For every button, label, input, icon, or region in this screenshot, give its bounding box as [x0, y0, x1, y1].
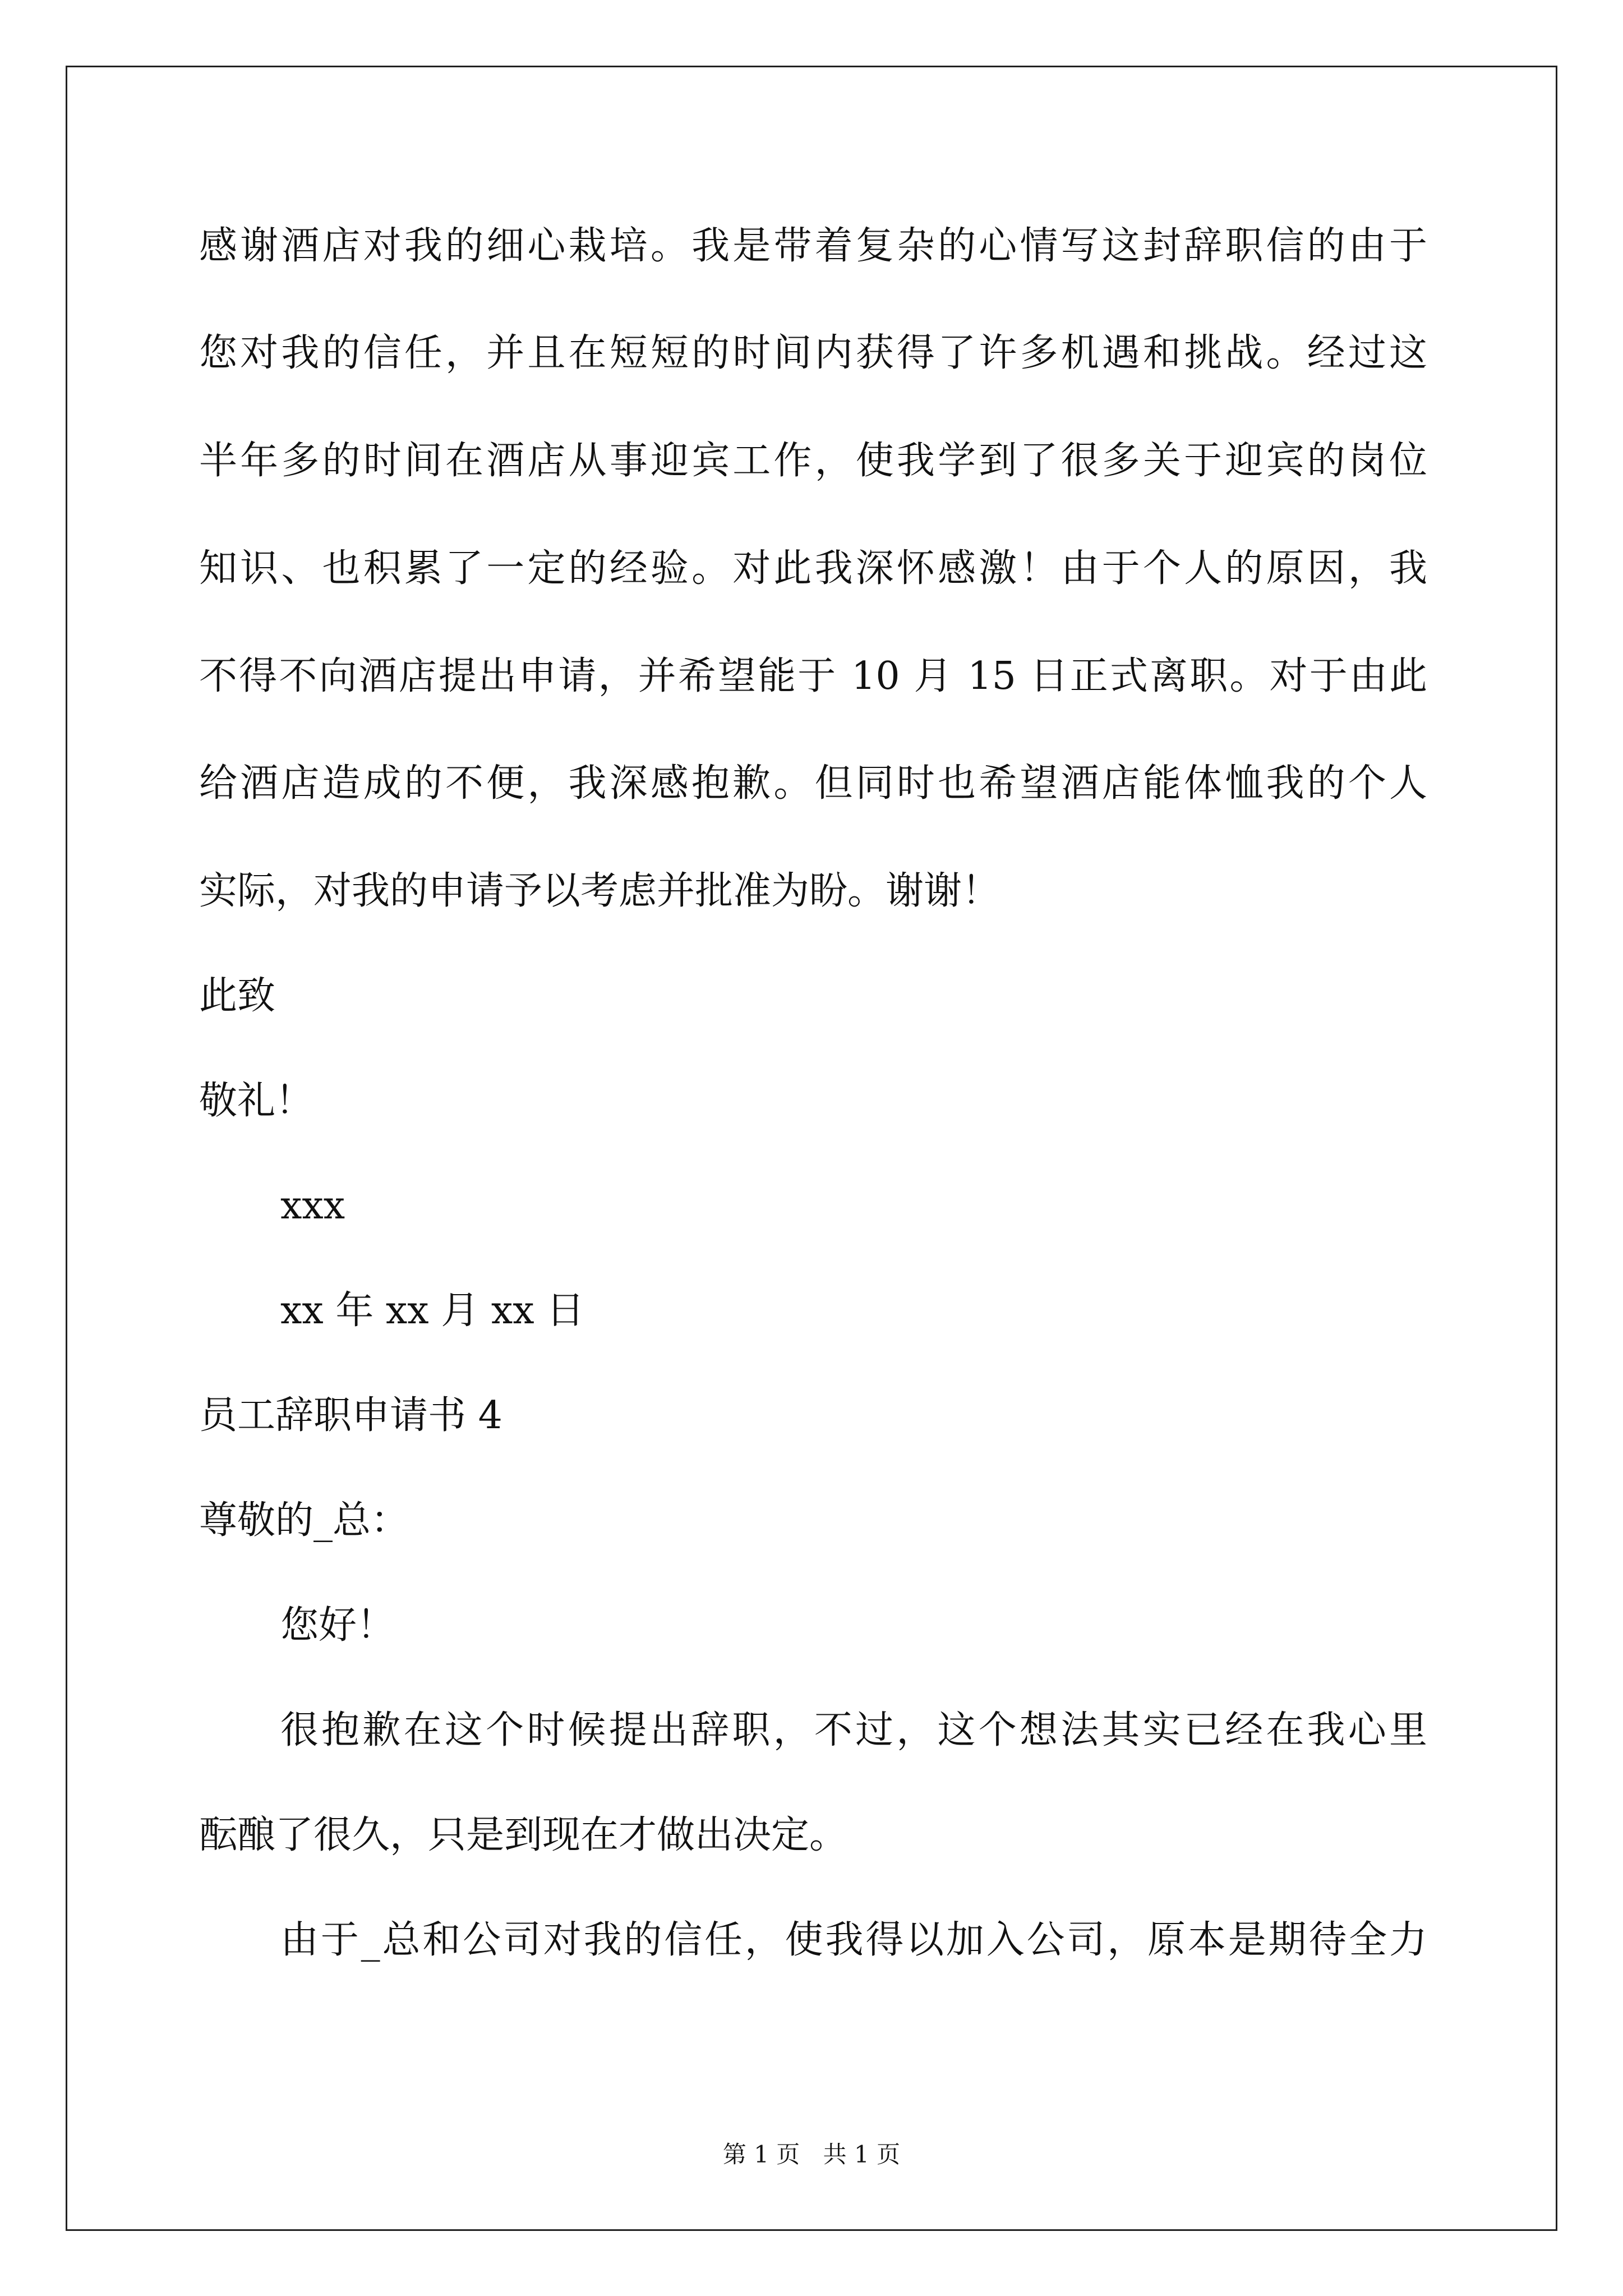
greeting-recipient: 尊敬的_总： — [199, 1498, 409, 1543]
paragraph-line: 您对我的信任，并且在短短的时间内获得了许多机遇和挑战。经过这 — [199, 331, 1427, 375]
page-total: 共 1 页 — [823, 2141, 901, 2168]
paragraph-line: 知识、也积累了一定的经验。对此我深怀感激！由于个人的原因，我 — [199, 546, 1427, 591]
closing-regards: 敬礼！ — [199, 1079, 314, 1123]
signature-date: xx 年 xx 月 xx 日 — [280, 1289, 585, 1333]
page-border — [66, 66, 1557, 2231]
paragraph-line: 很抱歉在这个时候提出辞职，不过，这个想法其实已经在我心里 — [280, 1708, 1427, 1752]
paragraph-line: 不得不向酒店提出申请，并希望能于 10 月 15 日正式离职。对于由此 — [199, 654, 1427, 698]
paragraph-line: 感谢酒店对我的细心栽培。我是带着复杂的心情写这封辞职信的由于 — [199, 224, 1427, 268]
paragraph-line: 由于_总和公司对我的信任，使我得以加入公司，原本是期待全力 — [280, 1918, 1427, 1962]
paragraph-line: 半年多的时间在酒店从事迎宾工作，使我学到了很多关于迎宾的岗位 — [199, 439, 1427, 483]
paragraph-line: 实际，对我的申请予以考虑并批准为盼。谢谢！ — [199, 869, 1000, 913]
page-footer — [0, 2136, 1623, 2170]
greeting-hello: 您好！ — [280, 1603, 395, 1648]
section-heading: 员工辞职申请书 4 — [199, 1393, 502, 1438]
paragraph-line: 给酒店造成的不便，我深感抱歉。但同时也希望酒店能体恤我的个人 — [199, 761, 1427, 806]
paragraph-line: 酝酿了很久，只是到现在才做出决定。 — [199, 1813, 848, 1857]
page-number: 第 1 页 — [722, 2141, 800, 2168]
signature-name: xxx — [280, 1184, 345, 1228]
closing-salutation: 此致 — [199, 974, 276, 1018]
